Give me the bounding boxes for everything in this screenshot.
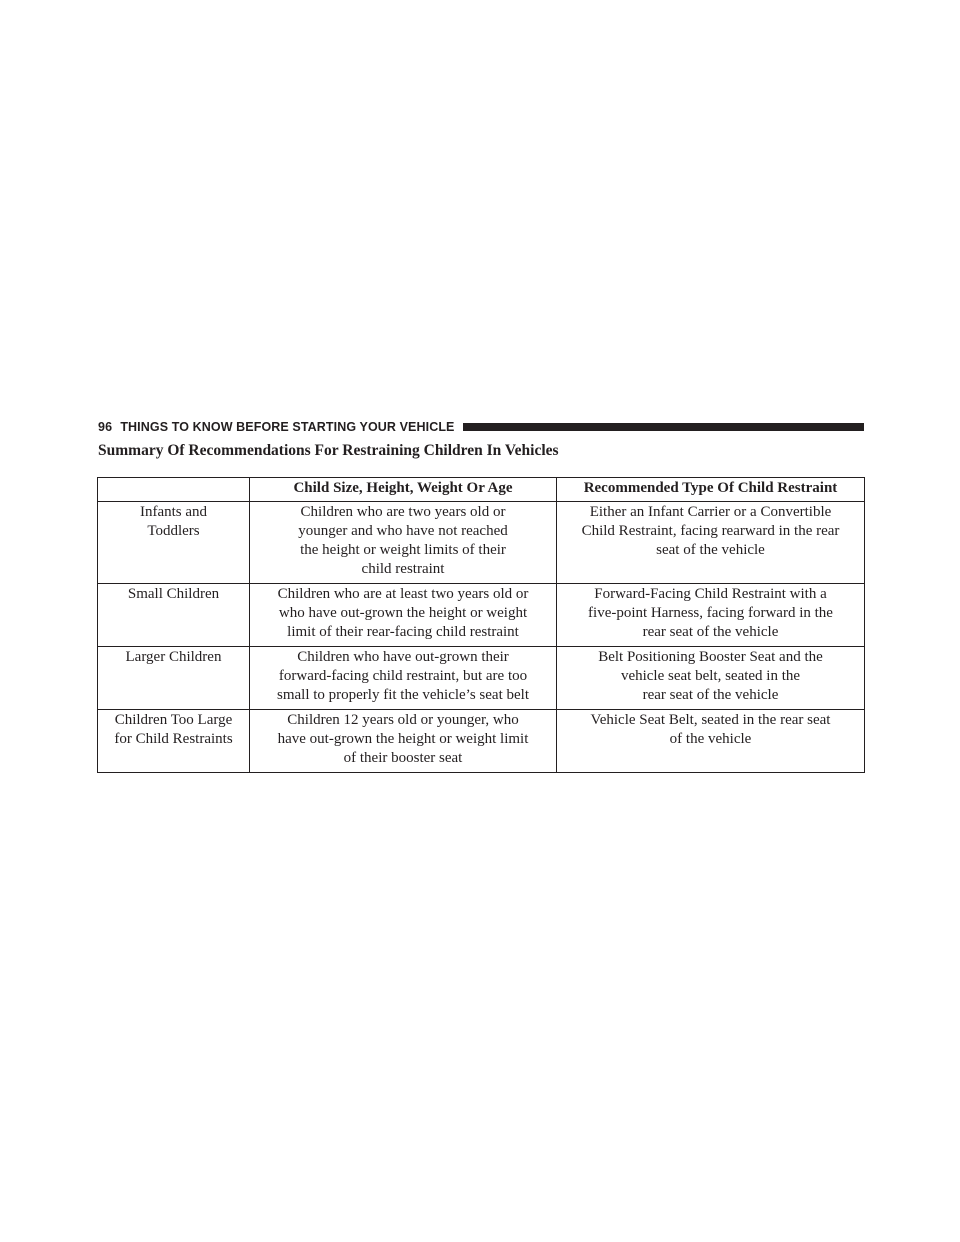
column-header: Child Size, Height, Weight Or Age bbox=[250, 478, 557, 502]
table-row bbox=[98, 647, 865, 710]
restraint-cell bbox=[557, 647, 865, 710]
cell-line: Children who are two years old or bbox=[300, 504, 506, 520]
restraint-cell bbox=[557, 502, 865, 584]
cell-line: Infants and bbox=[139, 504, 208, 520]
cell-line: Toddlers bbox=[147, 523, 200, 539]
cell-line: forward-facing child restraint, but are too bbox=[278, 668, 528, 684]
cell-line: child restraint bbox=[361, 561, 445, 577]
cell-line: limit of their rear-facing child restraint bbox=[287, 624, 519, 640]
restraint-cell bbox=[557, 584, 865, 647]
table-row bbox=[98, 710, 865, 773]
cell-line: Forward-Facing Child Restraint with a bbox=[594, 586, 827, 602]
cell-line: Children 12 years old or younger, who bbox=[287, 712, 519, 728]
category-cell bbox=[98, 584, 250, 647]
cell-line: Children Too Large bbox=[114, 712, 233, 728]
cell-line: Children who are at least two years old or bbox=[277, 586, 529, 602]
page-header bbox=[98, 419, 864, 435]
cell-line: who have out-grown the height or weight bbox=[278, 605, 528, 621]
cell-line: small to properly fit the vehicle’s seat belt bbox=[276, 687, 529, 703]
page-title: Summary Of Recommendations For Restraining Children In Vehicles bbox=[98, 442, 559, 459]
cell-line: five-point Harness, facing forward in the bbox=[588, 605, 833, 621]
size-cell bbox=[250, 502, 557, 584]
cell-line: younger and who have not reached bbox=[298, 523, 508, 539]
page-number: 96 bbox=[98, 420, 113, 434]
cell-line: seat of the vehicle bbox=[656, 542, 765, 558]
cell-line: Larger Children bbox=[125, 649, 222, 665]
cell-line: Small Children bbox=[127, 586, 220, 602]
cell-line: rear seat of the vehicle bbox=[642, 687, 779, 703]
table-row bbox=[98, 584, 865, 647]
table-header-row bbox=[98, 478, 865, 502]
size-cell bbox=[250, 710, 557, 773]
column-header bbox=[98, 478, 250, 502]
table-body bbox=[98, 502, 865, 773]
category-cell bbox=[98, 647, 250, 710]
cell-line: Belt Positioning Booster Seat and the bbox=[598, 649, 823, 665]
cell-line: for Child Restraints bbox=[114, 731, 233, 747]
restraint-table bbox=[97, 477, 865, 773]
cell-line: of the vehicle bbox=[669, 731, 752, 747]
cell-line: Children who have out-grown their bbox=[297, 649, 509, 665]
column-header: Recommended Type Of Child Restraint bbox=[557, 478, 865, 502]
cell-line: have out-grown the height or weight limit bbox=[277, 731, 529, 747]
section-heading: THINGS TO KNOW BEFORE STARTING YOUR VEHICLE bbox=[120, 420, 455, 434]
header-rule bbox=[463, 423, 865, 431]
size-cell bbox=[250, 584, 557, 647]
cell-line: the height or weight limits of their bbox=[300, 542, 506, 558]
cell-line: Either an Infant Carrier or a Convertible bbox=[589, 504, 832, 520]
restraint-cell bbox=[557, 710, 865, 773]
cell-line: of their booster seat bbox=[343, 750, 463, 766]
category-cell bbox=[98, 502, 250, 584]
cell-line: rear seat of the vehicle bbox=[642, 624, 779, 640]
cell-line: Child Restraint, facing rearward in the rear bbox=[581, 523, 840, 539]
cell-line: Vehicle Seat Belt, seated in the rear seat bbox=[590, 712, 831, 728]
size-cell bbox=[250, 647, 557, 710]
table-row bbox=[98, 502, 865, 584]
cell-line: vehicle seat belt, seated in the bbox=[620, 668, 801, 684]
category-cell bbox=[98, 710, 250, 773]
